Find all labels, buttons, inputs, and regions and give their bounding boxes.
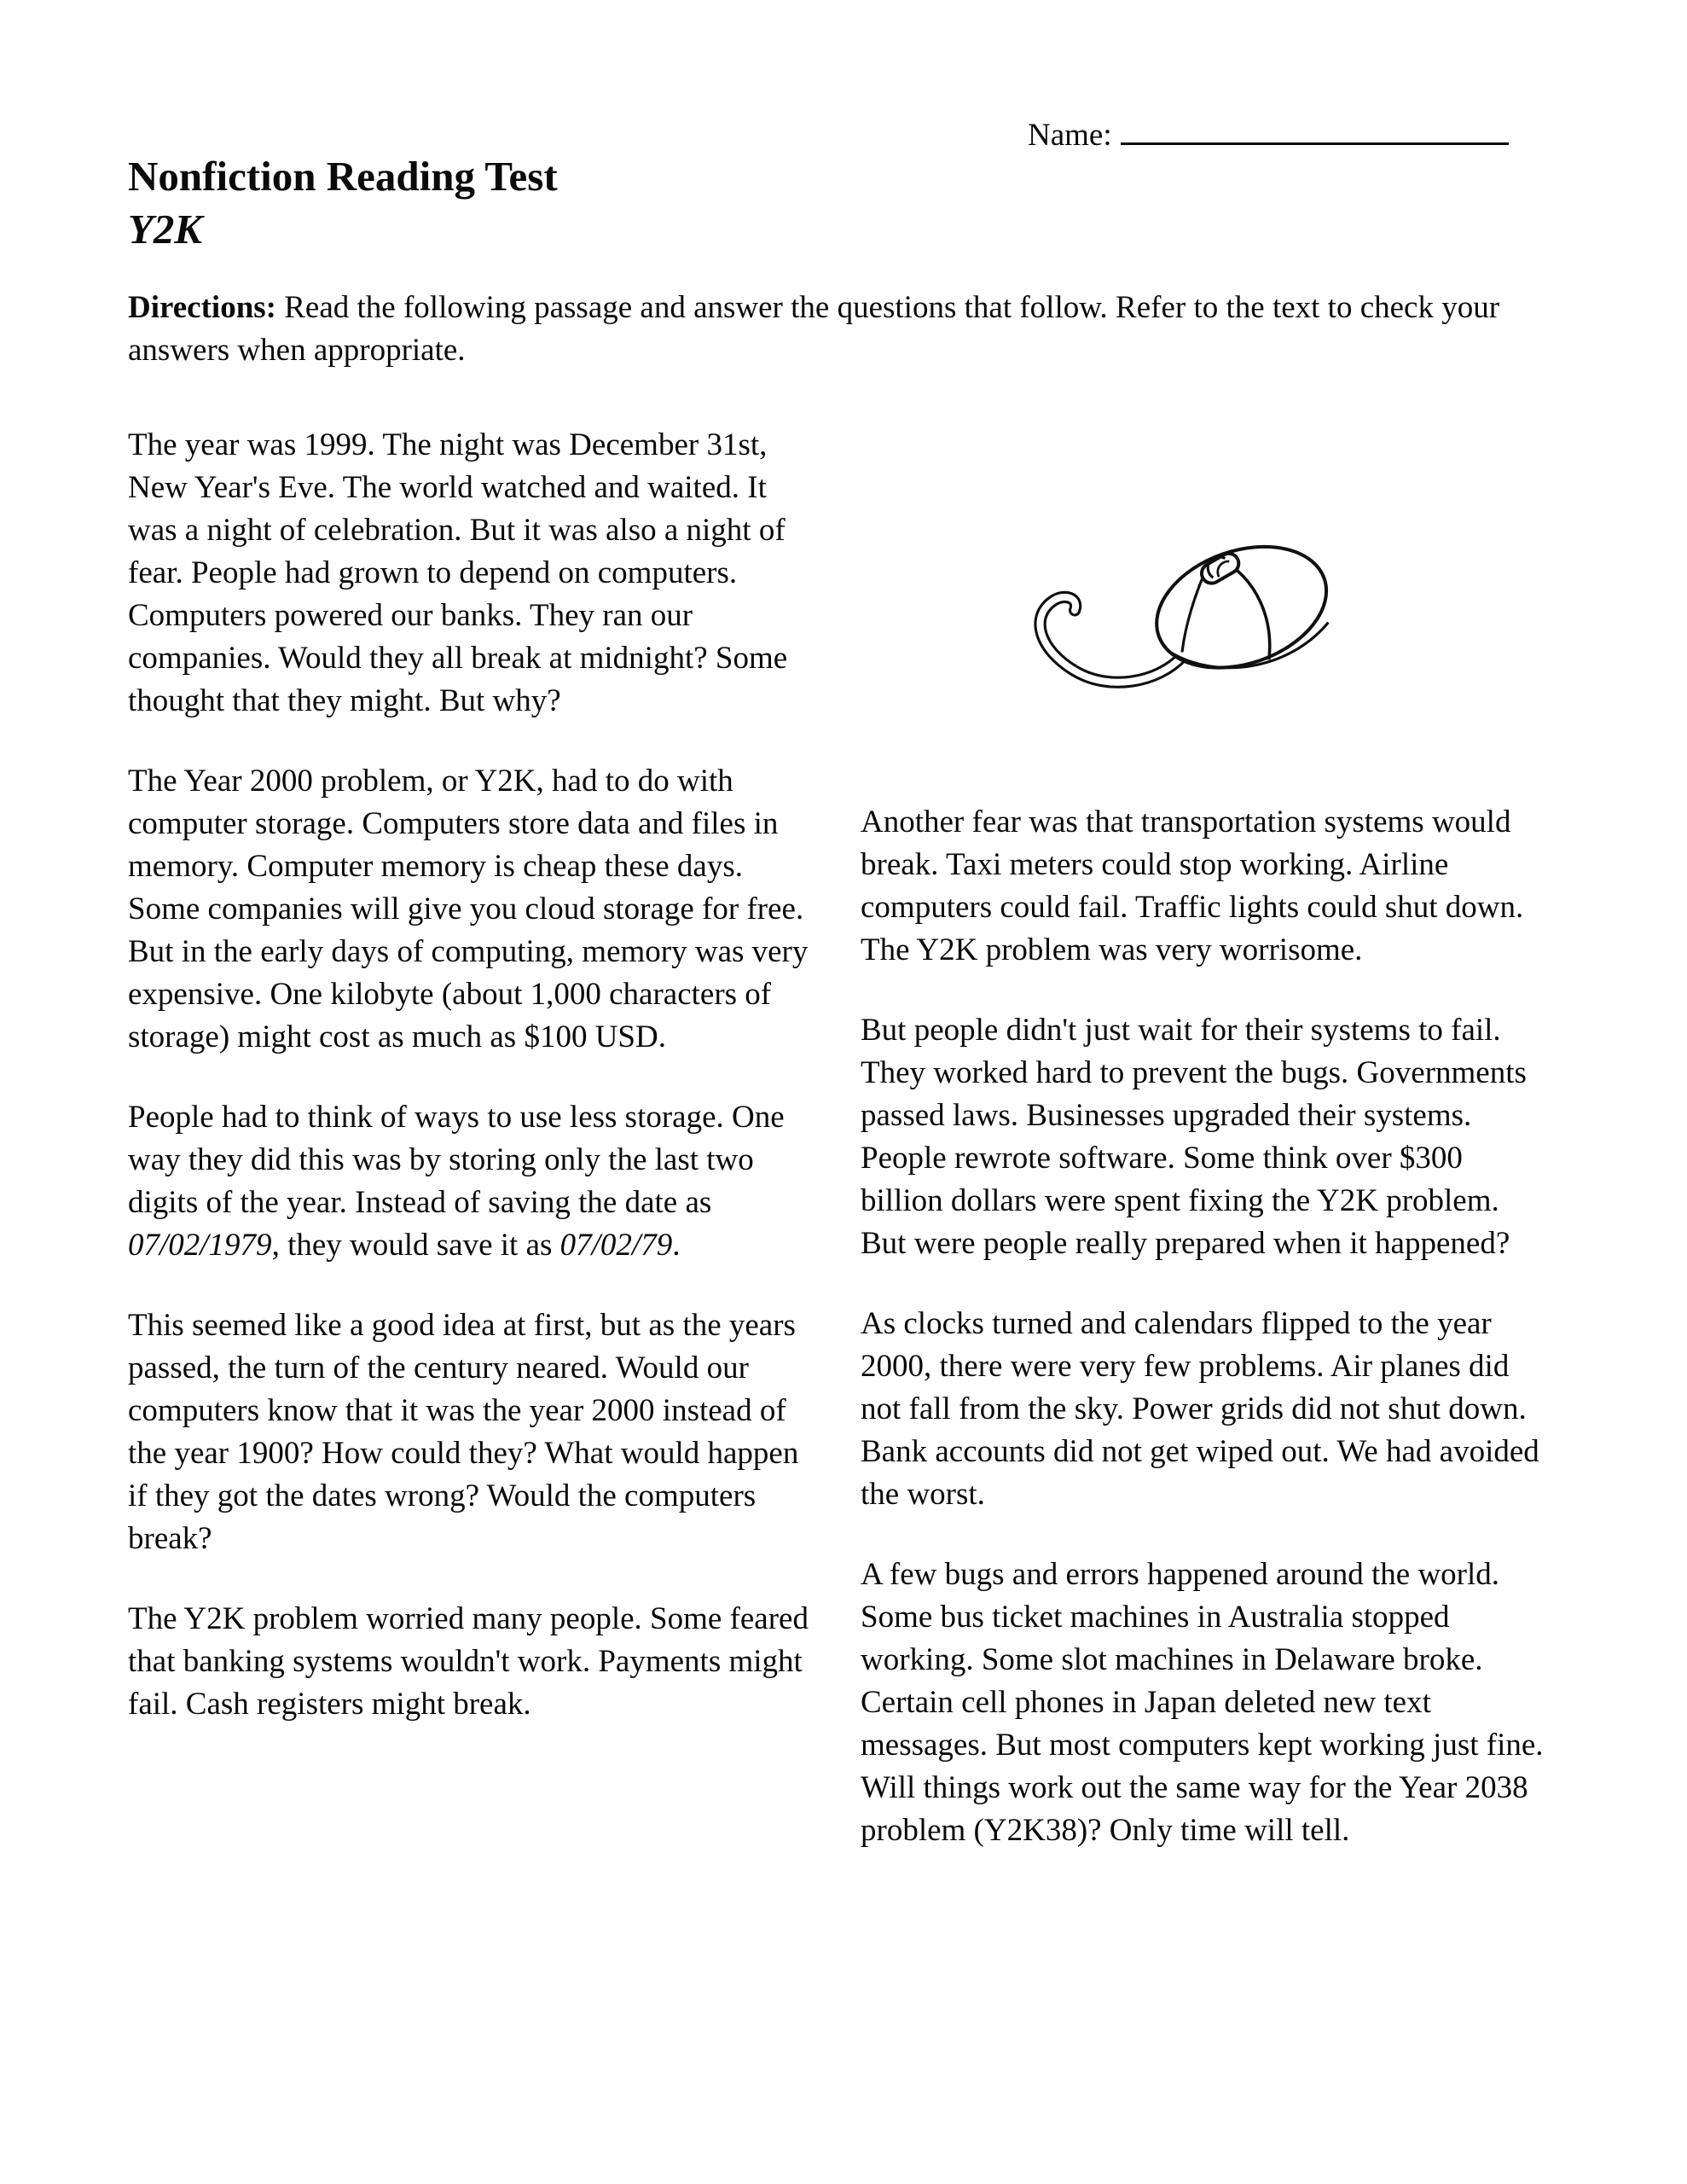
right-paragraph-1: Another fear was that transportation systems would break. Taxi meters could stop working. Airline computers could fail. Traffic lights could shut down. The Y2K problem was very worrisome. <box>861 804 1524 967</box>
left-paragraph-2: The Year 2000 problem, or Y2K, had to do with computer storage. Computers store data and files in memory. Computer memory is cheap these days. Some companies will give you cloud storage for free. But in the early days of computing, memory was very expensive. One kilobyte (about 1,000 characters of storage) might cost as much as $100 USD. <box>128 764 809 1054</box>
left-paragraph-3-segment: , they would save it as <box>271 1228 560 1263</box>
left-column <box>128 424 814 1852</box>
left-paragraph-3-segment: . <box>672 1228 681 1263</box>
directions-text: Read the following passage and answer the questions that follow. Refer to the text to check your answers when appropriate. <box>128 290 1500 368</box>
computer-mouse-illustration <box>990 506 1417 719</box>
date-long-italic: 07/02/1979 <box>128 1228 272 1263</box>
left-paragraph-5: The Y2K problem worried many people. Some feared that banking systems wouldn't work. Payments might fail. Cash registers might break. <box>128 1601 809 1722</box>
left-paragraph-3 <box>128 1096 814 1267</box>
page-subtitle: Y2K <box>128 206 203 253</box>
date-short-italic: 07/02/79 <box>559 1228 673 1263</box>
name-row <box>1028 113 1509 154</box>
right-paragraph-4: A few bugs and errors happened around the world. Some bus ticket machines in Australia stopped working. Some slot machines in Delaware broke. Certain cell phones in Japan deleted new text messages. But most computers kept working just fine. Will things work out the same way for the Year 2038 problem (Y2K38)? Only time will tell. <box>861 1557 1544 1848</box>
illustration-container <box>861 424 1546 801</box>
page-title: Nonfiction Reading Test <box>128 153 558 200</box>
right-paragraph-2: But people didn't just wait for their systems to fail. They worked hard to prevent the bugs. Governments passed laws. Businesses upgraded their systems. People rewrote software. Some think over $300 billion dollars were spent fixing the Y2K problem. But were people really prepared when it happened? <box>861 1013 1527 1261</box>
right-column <box>861 424 1546 1852</box>
left-paragraph-4: This seemed like a good idea at first, but as the years passed, the turn of the century neared. Would our computers know that it was the year 2000 instead of the year 1900? How could they? What would happen if they got the dates wrong? Would the computers break? <box>128 1308 799 1556</box>
name-input-line <box>1121 113 1509 145</box>
passage-columns <box>128 424 1546 1852</box>
title-block <box>128 150 558 256</box>
left-paragraph-3-segment: People had to think of ways to use less storage. One way they did this was by storing only the last two digits of the year. Instead of saving the date as <box>128 1100 785 1220</box>
right-paragraph-3: As clocks turned and calendars flipped to the year 2000, there were very few problems. Air planes did not fall from the sky. Power grids did not shut down. Bank accounts did not get wiped out. We had avoided the worst. <box>861 1306 1539 1512</box>
left-paragraph-1: The year was 1999. The night was December 31st, New Year's Eve. The world watched and waited. It was a night of celebration. But it was also a night of fear. People had grown to depend on computers. Computers powered our banks. They ran our companies. Would they all break at midnight? Some thought that they might. But why? <box>128 427 788 718</box>
directions-label: Directions: <box>128 290 276 325</box>
directions <box>128 287 1535 372</box>
name-label: Name: <box>1028 118 1112 153</box>
